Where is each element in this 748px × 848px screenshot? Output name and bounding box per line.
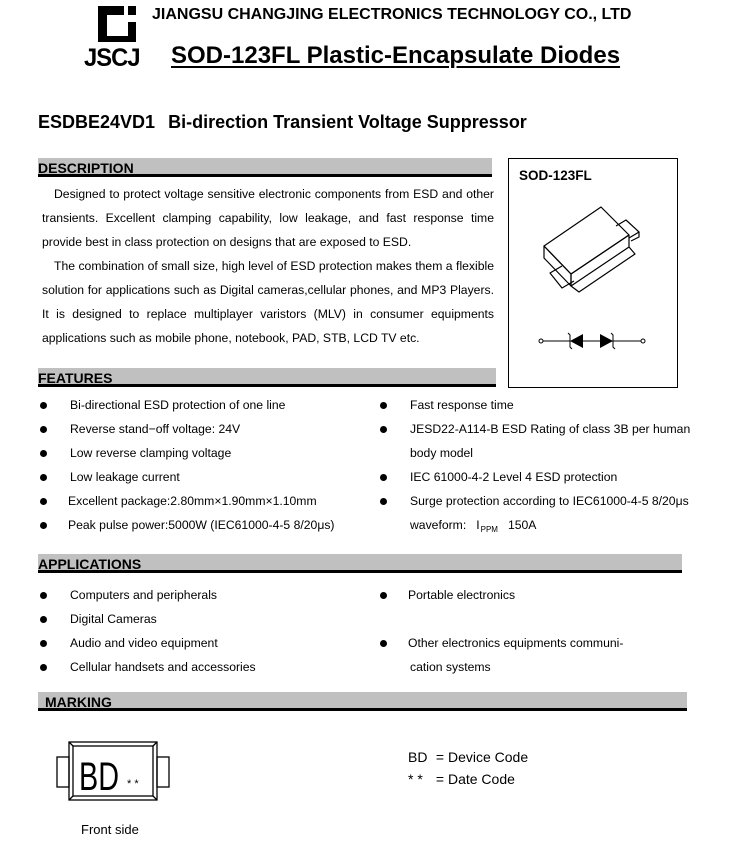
bullet-icon [380, 402, 387, 409]
bullet-icon [380, 474, 387, 481]
marking-caption: Front side [81, 822, 139, 837]
jscj-logo-icon [98, 6, 140, 42]
application-text: Portable electronics [408, 588, 516, 602]
feature-text: JESD22-A114-B ESD Rating of class 3B per human [410, 422, 691, 436]
applications-list-right [380, 583, 700, 679]
description-paragraph-1 [42, 182, 494, 254]
application-text: Digital Cameras [70, 612, 157, 626]
description-paragraph-2 [42, 254, 494, 350]
list-item-continuation [380, 513, 700, 537]
company-name: JIANGSU CHANGJING ELECTRONICS TECHNOLOGY CO., LTD [152, 6, 632, 23]
bullet-icon [40, 664, 47, 671]
feature-text: Surge protection according to IEC61000-4-5 8/20μs [410, 494, 689, 508]
list-item [380, 631, 700, 655]
bullet-icon [380, 426, 387, 433]
document-title: SOD-123FL Plastic-Encapsulate Diodes [171, 42, 621, 69]
list-item-continuation [380, 655, 700, 679]
list-item [380, 583, 700, 607]
date-code-mark: * * [127, 778, 139, 790]
list-item [380, 417, 700, 441]
application-text: cation systems [410, 660, 491, 674]
application-text: Computers and peripherals [70, 588, 218, 602]
section-heading-marking: MARKING [45, 694, 112, 710]
bullet-icon [380, 640, 387, 647]
ippm-subscript: PPM [480, 525, 498, 534]
logo-text: JSCJ [84, 44, 140, 72]
device-code-mark: BD [79, 754, 119, 800]
legend-meaning: = Date Code [435, 771, 515, 787]
part-number: ESDBE24VD1 [38, 112, 156, 132]
section-bar-description [38, 158, 492, 177]
bidirectional-diode-symbol-icon [533, 331, 653, 351]
feature-text: Bi-directional ESD protection of one line [70, 398, 286, 412]
bullet-icon [40, 426, 47, 433]
application-text: Other electronics equipments communi- [408, 636, 624, 650]
bullet-icon [40, 522, 47, 529]
list-item [40, 465, 360, 489]
section-bar-applications [38, 554, 682, 573]
application-text: Cellular handsets and accessories [70, 660, 256, 674]
marking-diagram-icon [55, 740, 175, 802]
bullet-icon [380, 592, 387, 599]
feature-text: Low leakage current [70, 470, 180, 484]
list-item [380, 465, 700, 489]
list-item [40, 607, 360, 631]
list-item [40, 655, 360, 679]
bullet-icon [380, 498, 387, 505]
list-item [40, 631, 360, 655]
bullet-icon [40, 640, 47, 647]
feature-text: Peak pulse power:5000W (IEC61000-4-5 8/20μs) [68, 518, 335, 532]
features-list-right [380, 393, 700, 537]
list-item [40, 441, 360, 465]
waveform-text [410, 513, 536, 542]
part-title [38, 112, 527, 133]
features-list-left [40, 393, 360, 537]
section-heading-description: DESCRIPTION [38, 160, 134, 176]
feature-text: IEC 61000-4-2 Level 4 ESD protection [410, 470, 618, 484]
section-heading-features: FEATURES [38, 370, 113, 386]
section-heading-applications: APPLICATIONS [38, 556, 142, 572]
list-item [380, 393, 700, 417]
part-description: Bi-direction Transient Voltage Suppressor [168, 112, 527, 132]
ippm-value: 150A [507, 518, 537, 532]
applications-list-left [40, 583, 360, 679]
list-item-continuation [380, 441, 700, 465]
legend-code: BD [408, 749, 428, 765]
application-text: Audio and video equipment [70, 636, 218, 650]
list-item [40, 583, 360, 607]
list-item [40, 489, 360, 513]
description-text-2: The combination of small size, high level of ESD protection makes them a flexible solution for applications such as Digital cameras,cellular phones, and MP3 Players. It is designed to replace multiplayer varistors (MLV) in consumer equipments applications such as mobile phone, notebook, PAD, STB, LCD TV etc. [42, 259, 494, 345]
package-box [508, 158, 678, 388]
bullet-icon [40, 450, 47, 457]
list-item [380, 489, 700, 513]
list-spacer [380, 607, 700, 631]
section-bar-features [38, 368, 496, 387]
feature-text: Fast response time [410, 398, 514, 412]
list-item [40, 393, 360, 417]
description-text-1: Designed to protect voltage sensitive electronic components from ESD and other transients. Excellent clamping capability, low leakage, and fast response time provide best in class protection on designs that are exposed to ESD. [42, 187, 494, 249]
list-item [40, 417, 360, 441]
bullet-icon [40, 474, 47, 481]
package-label: SOD-123FL [519, 168, 592, 183]
ippm-symbol: I [476, 518, 480, 532]
marking-legend-date [408, 771, 515, 787]
feature-text: Excellent package:2.80mm×1.90mm×1.10mm [68, 494, 317, 508]
bullet-icon [40, 402, 47, 409]
marking-legend-device [408, 749, 528, 765]
feature-text: Low reverse clamping voltage [70, 446, 232, 460]
section-bar-marking [38, 692, 687, 711]
feature-text: body model [410, 446, 474, 460]
waveform-prefix: waveform: [410, 518, 467, 532]
list-item [40, 513, 360, 537]
legend-meaning: = Device Code [435, 749, 529, 765]
legend-code: * * [408, 771, 423, 787]
feature-text: Reverse stand−off voltage: 24V [70, 422, 241, 436]
package-3d-icon [509, 199, 679, 309]
bullet-icon [40, 498, 47, 505]
bullet-icon [40, 592, 47, 599]
bullet-icon [40, 616, 47, 623]
